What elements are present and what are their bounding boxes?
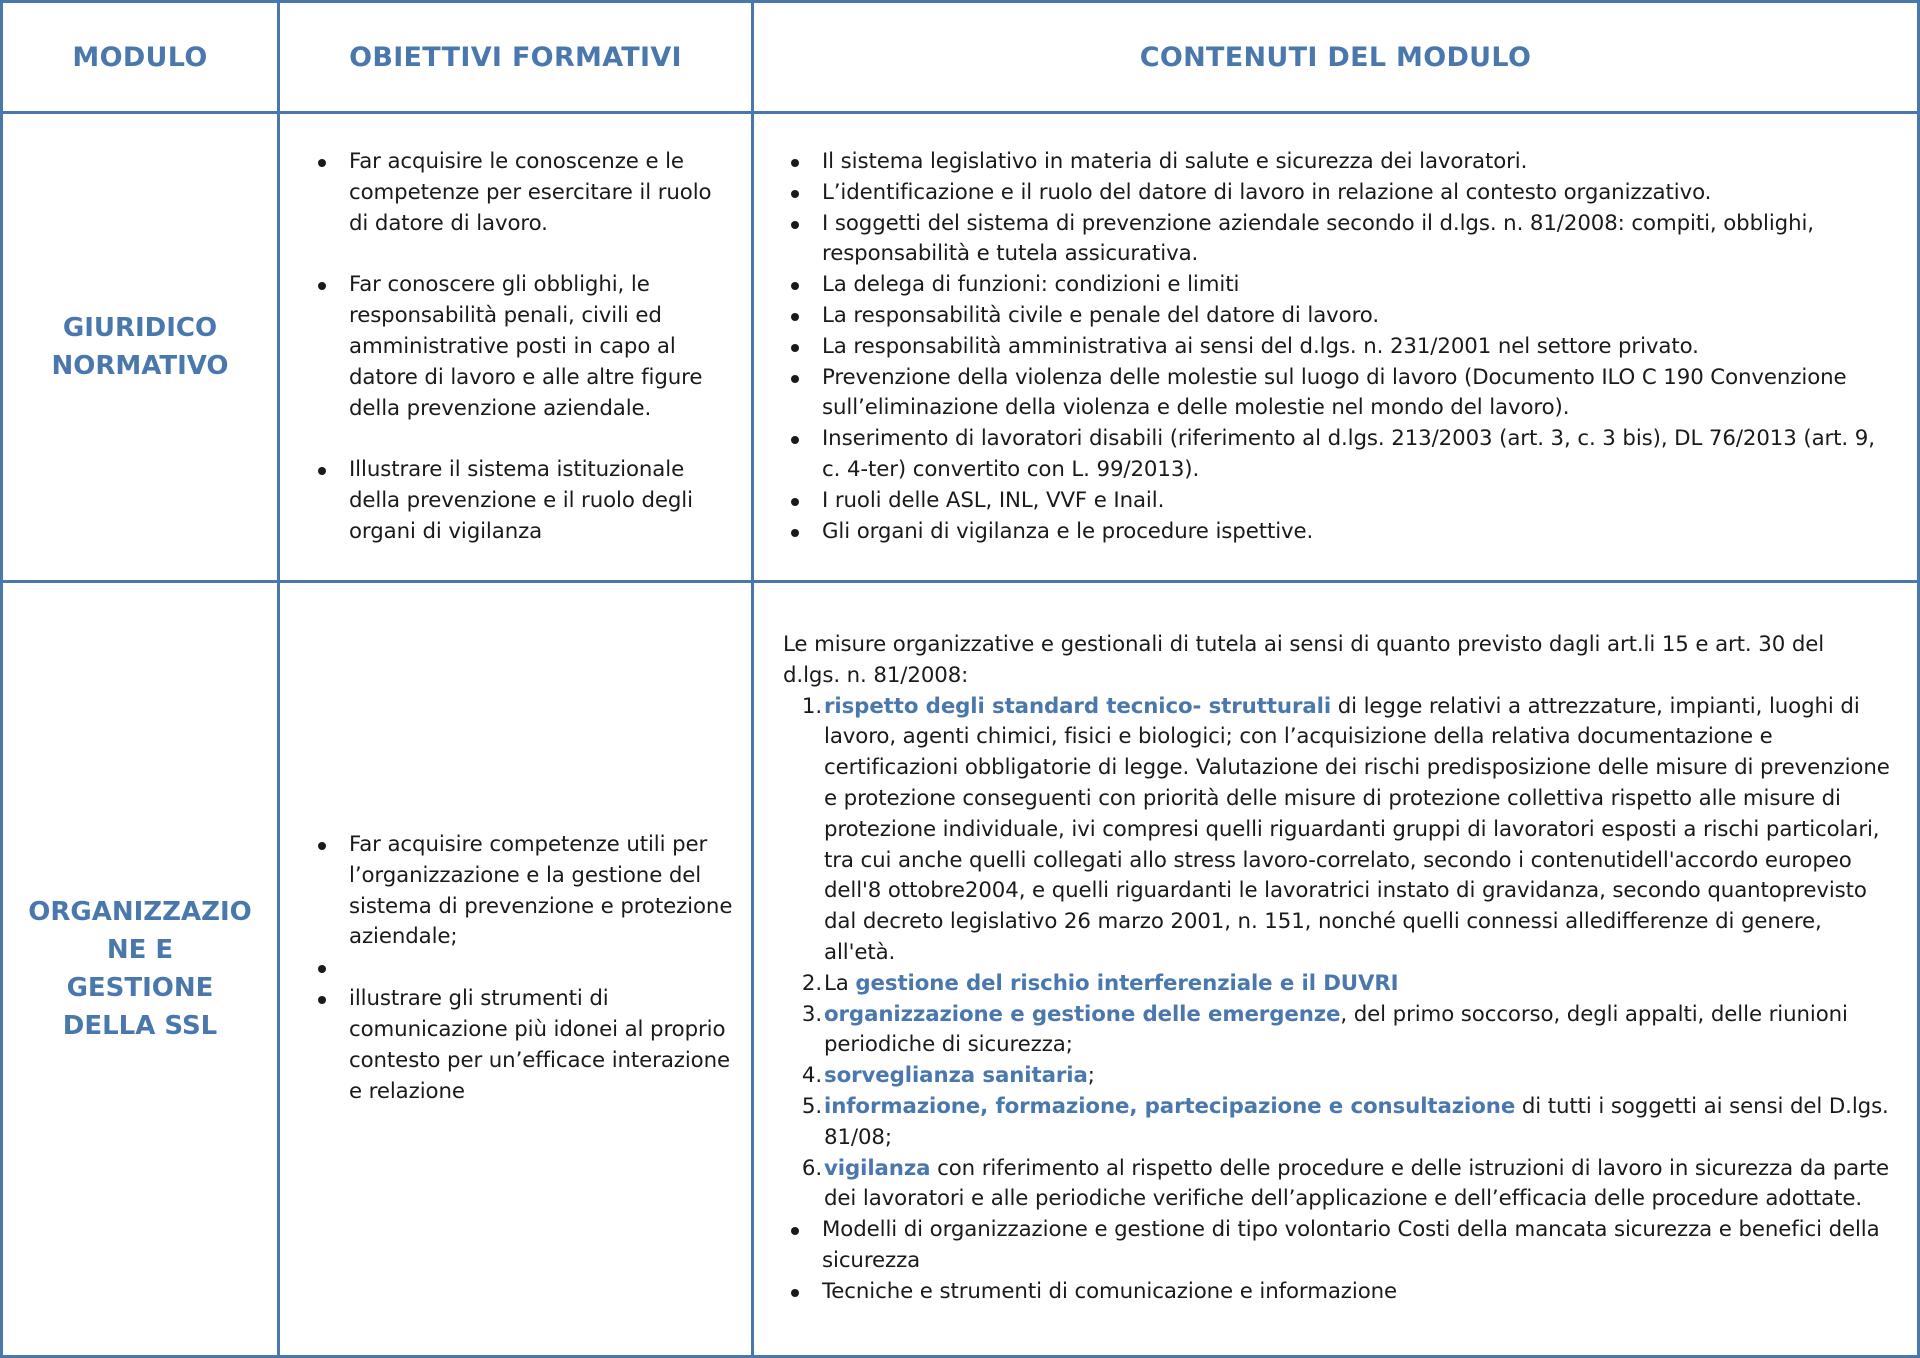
objectives-cell-row2 <box>313 830 733 1107</box>
item-number: 5. <box>801 1093 822 1119</box>
content-item: Prevenzione della violenza delle molestie sul luogo di lavoro (Documento ILO C 190 Convenzione sull’eliminazione della violenza e delle molestie nel mondo del lavoro). <box>786 363 1891 425</box>
objective-item: Far acquisire le conoscenze e le competenze per esercitare il ruolo di datore di lavoro. <box>313 147 733 239</box>
content-item: I ruoli delle ASL, INL, VVF e Inail. <box>786 486 1891 517</box>
content-item: Il sistema legislativo in materia di salute e sicurezza dei lavoratori. <box>786 147 1891 178</box>
numbered-item <box>786 1092 1893 1154</box>
content-item: Inserimento di lavoratori disabili (riferimento al d.lgs. 213/2003 (art. 3, c. 3 bis), DL 76/2013 (art. 9, c. 4-ter) convertito con L. 99/2013). <box>786 424 1891 486</box>
item-highlight: vigilanza <box>824 1155 931 1181</box>
objective-item: Illustrare il sistema istituzionale della prevenzione e il ruolo degli organi di vigilanza <box>313 455 733 547</box>
objective-item: illustrare gli strumenti di comunicazione più idonei al proprio contesto per un’efficace interazione e relazione <box>313 984 733 1107</box>
item-number: 2. <box>801 970 822 996</box>
item-post: ; <box>1087 1063 1095 1089</box>
objective-item-empty <box>313 953 733 984</box>
item-highlight: organizzazione e gestione delle emergenze <box>824 1001 1341 1027</box>
item-highlight: sorveglianza sanitaria <box>824 1063 1088 1089</box>
objectives-cell-row1 <box>313 147 733 548</box>
header-contenuti-del-modulo: CONTENUTI DEL MODULO <box>1139 41 1532 73</box>
table-border-row-divider <box>0 580 1920 583</box>
content-item: L’identificazione e il ruolo del datore di lavoro in relazione al contesto organizzativo. <box>786 178 1891 209</box>
content-item: La responsabilità amministrativa ai sensi del d.lgs. n. 231/2001 nel settore privato. <box>786 332 1891 363</box>
content-item: Tecniche e strumenti di comunicazione e informazione <box>786 1277 1893 1308</box>
module-name-line: NE E <box>106 935 174 965</box>
content-item: La delega di funzioni: condizioni e limiti <box>786 270 1891 301</box>
item-number: 6. <box>801 1155 822 1181</box>
contents-cell-row2 <box>783 630 1893 1308</box>
module-name-organizzazione-gestione-ssl <box>3 583 277 1355</box>
item-post: di tutti i soggetti ai sensi del D.lgs. 81/08; <box>824 1093 1889 1150</box>
spacer <box>313 424 733 455</box>
item-post: con riferimento al rispetto delle procedure e delle istruzioni di lavoro in sicurezza da parte dei lavoratori e alle periodiche verifiche dell’applicazione e dell’efficacia delle procedure adottate. <box>824 1155 1890 1212</box>
item-number: 1. <box>801 693 822 719</box>
numbered-item <box>786 1061 1893 1092</box>
content-item: Modelli di organizzazione e gestione di tipo volontario Costi della mancata sicurezza e benefici della sicurezza <box>786 1215 1893 1277</box>
item-highlight: rispetto degli standard tecnico- strutturali <box>824 693 1332 719</box>
header-obiettivi-formativi: OBIETTIVI FORMATIVI <box>349 41 682 73</box>
module-name-line: ORGANIZZAZIO <box>28 897 252 927</box>
content-item: I soggetti del sistema di prevenzione aziendale secondo il d.lgs. n. 81/2008: compiti, obblighi, responsabilità e tutela assicurativa. <box>786 209 1891 271</box>
table-border-header-bottom <box>0 111 1920 114</box>
table-border-col2 <box>751 0 754 1358</box>
numbered-item <box>786 1000 1893 1062</box>
header-modulo: MODULO <box>72 41 208 73</box>
module-name-line: GIURIDICO <box>62 313 218 343</box>
module-name-line: DELLA SSL <box>62 1011 218 1041</box>
numbered-item <box>786 1154 1893 1216</box>
item-post: di legge relativi a attrezzature, impianti, luoghi di lavoro, agenti chimici, fisici e biologici; con l’acquisizione della relativa documentazione e certificazioni obbligatorie di legge. Valutazione dei rischi predisposizione delle misure di prevenzione e protezione conseguenti con priorità delle misure di protezione collettiva rispetto alle misure di protezione individuale, ivi compresi quelli riguardanti gruppi di lavoratori esposti a rischi particolari, tra cui anche quelli collegati allo stress lavoro-correlato, secondo i contenutidell'accordo europeo dell'8 ottobre2004, e quelli riguardanti le lavoratrici instato di gravidanza, secondo quantoprevisto dal decreto legislativo 26 marzo 2001, n. 151, nonché quelli connessi alledifferenze di genere, all'età. <box>824 693 1890 965</box>
content-item: Gli organi di vigilanza e le procedure ispettive. <box>786 517 1891 548</box>
item-post: , del primo soccorso, degli appalti, delle riunioni periodiche di sicurezza; <box>824 1001 1848 1058</box>
module-name-giuridico-normativo <box>3 114 277 580</box>
contents-cell-row1 <box>786 147 1891 547</box>
table-border-col1 <box>277 0 280 1358</box>
objective-item: Far conoscere gli obblighi, le responsabilità penali, civili ed amministrative posti in capo al datore di lavoro e alle altre figure della prevenzione aziendale. <box>313 270 733 424</box>
content-item: La responsabilità civile e penale del datore di lavoro. <box>786 301 1891 332</box>
item-highlight: informazione, formazione, partecipazione e consultazione <box>824 1093 1516 1119</box>
item-highlight: gestione del rischio interferenziale e il DUVRI <box>855 970 1399 996</box>
module-name-line: NORMATIVO <box>51 351 229 381</box>
numbered-item <box>786 692 1893 969</box>
objective-item: Far acquisire competenze utili per l’organizzazione e la gestione del sistema di prevenzione e protezione aziendale; <box>313 830 733 953</box>
contents-intro: Le misure organizzative e gestionali di tutela ai sensi di quanto previsto dagli art.li 15 e art. 30 del d.lgs. n. 81/2008: <box>783 632 1825 688</box>
item-number: 3. <box>801 1001 822 1027</box>
module-name-line: GESTIONE <box>66 973 214 1003</box>
item-number: 4. <box>801 1063 822 1089</box>
numbered-item <box>786 969 1893 1000</box>
item-pre: La <box>824 970 856 996</box>
spacer <box>313 239 733 270</box>
